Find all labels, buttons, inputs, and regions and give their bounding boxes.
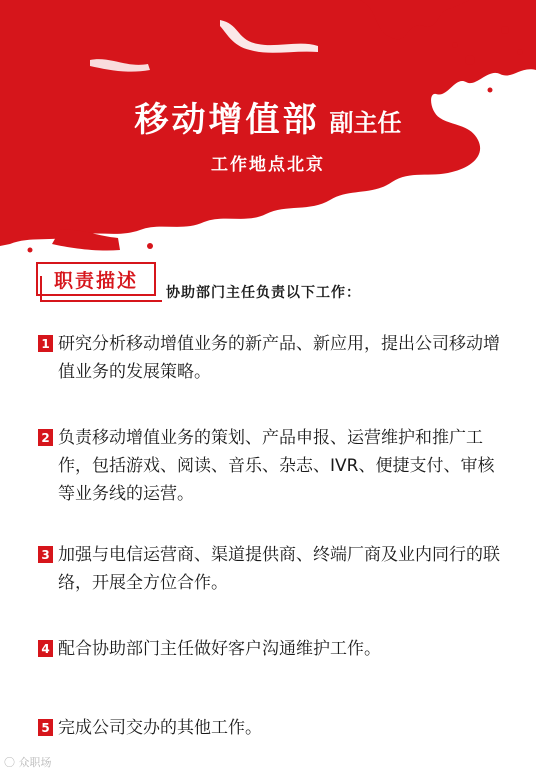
position-title: 副主任 xyxy=(329,108,402,137)
duty-item xyxy=(38,541,508,597)
item-number-badge: 3 xyxy=(38,546,53,563)
duty-item xyxy=(38,330,508,386)
duty-item xyxy=(38,424,508,508)
duty-text: 研究分析移动增值业务的新产品、新应用，提出公司移动增值业务的发展策略。 xyxy=(58,334,500,382)
item-number-badge: 5 xyxy=(38,719,53,736)
department-title: 移动增值部 xyxy=(134,100,320,140)
duty-text: 负责移动增值业务的策划、产品申报、运营维护和推广工作，包括游戏、阅读、音乐、杂志、IVR、便捷支付、审核等业务线的运营。 xyxy=(58,428,495,504)
job-title xyxy=(0,92,536,141)
item-number-badge: 2 xyxy=(38,429,53,446)
section-tag: 职责描述 xyxy=(36,262,156,296)
duty-text: 配合协助部门主任做好客户沟通维护工作。 xyxy=(58,639,381,659)
duty-text: 完成公司交办的其他工作。 xyxy=(58,718,262,738)
item-number-badge: 1 xyxy=(38,335,53,352)
duty-item xyxy=(38,714,508,742)
work-location: 工作地点北京 xyxy=(211,155,325,175)
duty-item xyxy=(38,635,508,663)
item-number-badge: 4 xyxy=(38,640,53,657)
watermark: 〇 众职场 xyxy=(4,756,52,769)
section-description: 协助部门主任负责以下工作： xyxy=(166,285,361,301)
duty-text: 加强与电信运营商、渠道提供商、终端厂商及业内同行的联络，开展全方位合作。 xyxy=(58,545,500,593)
